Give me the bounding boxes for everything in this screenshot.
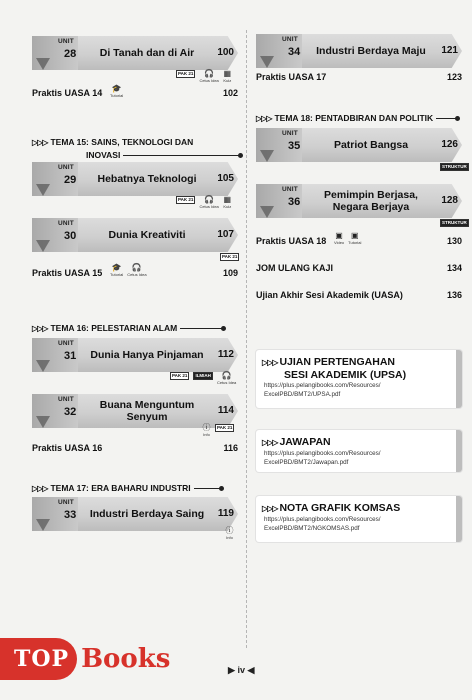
ilmiah-badge: ILMIAH [195,373,211,378]
row-label: Praktis UASA 16 [32,443,103,453]
unit-label: UNIT [58,396,74,403]
unit-35-icons [440,163,469,171]
unit-label: UNIT [58,340,74,347]
unit-36-icons [440,219,469,227]
column-divider [246,30,247,648]
unit-label: UNIT [282,130,298,137]
pak21-badge: PAK 21 [178,71,194,76]
unit-30-icons [220,253,239,261]
unit-title: Industri Berdaya Saing [89,508,205,520]
pak21-badge: PAK 21 [222,254,238,259]
unit-29-icons [176,196,232,209]
row-page: 130 [446,236,462,246]
tema-18-heading: ▷▷▷ TEMA 18: PENTADBIRAN DAN POLITIK [256,112,466,125]
video-icon: ▣ Video [334,231,345,245]
row-page: 102 [222,88,238,98]
unit-page: 121 [441,45,458,56]
unit-title: Buana Menguntum Senyum [99,399,195,423]
cetus-idea-icon: 🎧 Cetus Idea [127,263,147,277]
unit-title: Hebatnya Teknologi [97,173,197,185]
unit-31-banner[interactable] [32,338,238,372]
tutorial-icon: ▣ Tutorial [348,231,362,245]
resource-link[interactable]: https://plus.pelangibooks.com/Resources/ ExcelPBD/BMT2/NGKOMSAS.pdf [264,516,381,532]
tutorial-icon: 🎓 Tutorial [110,84,124,98]
info-icon: ⓘ Info [225,526,234,540]
row-label: Ujian Akhir Sesi Akademik (UASA) [256,290,403,300]
unit-31-icons [170,372,236,385]
resource-link[interactable]: https://plus.pelangibooks.com/Resources/ ExcelPBD/BMT2/Jawapan.pdf [264,450,381,466]
unit-30-banner[interactable] [32,218,238,252]
unit-label: UNIT [58,164,74,171]
row-page: 136 [446,290,462,300]
unit-page: 112 [217,349,234,360]
resource-title: ▷▷▷ UJIAN PERTENGAHAN SESI AKADEMIK (UPSA) [262,356,407,381]
unit-36-banner[interactable] [256,184,462,218]
tema-16-heading: ▷▷▷ TEMA 16: PELESTARIAN ALAM [32,322,242,335]
unit-title: Patriot Bangsa [333,139,409,151]
resource-title: ▷▷▷ NOTA GRAFIK KOMSAS [262,502,401,514]
unit-page: 128 [441,195,458,206]
praktis-18-icons [334,232,361,245]
kuiz-icon: ▦ Kuiz [223,195,232,209]
row-label: Praktis UASA 14 [32,88,103,98]
unit-number: 36 [288,196,301,208]
pak21-badge: PAK 21 [178,197,194,202]
unit-number: 34 [288,46,301,58]
unit-title: Di Tanah dan di Air [99,47,195,59]
row-label: Praktis UASA 18 [256,236,327,246]
unit-label: UNIT [282,36,298,43]
unit-page: 107 [217,229,234,240]
tema-rule [180,328,224,329]
jom-ulang-kaji-row[interactable] [256,263,462,273]
nota-grafik-komsas-resource-box[interactable] [256,496,462,542]
upsa-resource-box[interactable] [256,350,462,408]
unit-33-banner[interactable] [32,497,238,531]
tema-rule [123,155,241,156]
cetus-idea-icon: 🎧 Cetus Idea [216,371,237,385]
unit-35-banner[interactable] [256,128,462,162]
unit-label: UNIT [282,186,298,193]
unit-page: 114 [217,405,234,416]
tema-rule [436,118,458,119]
unit-34-banner[interactable] [256,34,462,68]
unit-title: Dunia Hanya Pinjaman [90,349,204,361]
unit-page: 119 [217,508,234,519]
praktis-14-icons [110,85,123,98]
pak21-badge: PAK 21 [172,373,188,378]
cetus-idea-icon: 🎧 Cetus Idea [199,195,219,209]
praktis-uasa-14-row[interactable] [32,88,238,98]
unit-33-icons [225,527,234,540]
unit-29-banner[interactable] [32,162,238,196]
row-label: Praktis UASA 17 [256,72,327,82]
unit-title: Industri Berdaya Maju [316,45,426,57]
row-page: 123 [446,72,462,82]
page-number: ▶ iv ◀ [228,665,255,675]
unit-page: 100 [217,47,234,58]
unit-number: 33 [64,509,77,521]
praktis-uasa-16-row[interactable] [32,443,238,453]
unit-28-banner[interactable] [32,36,238,70]
uasa-row[interactable] [256,290,462,300]
tema-rule [194,488,222,489]
unit-title: Pemimpin Berjasa, Negara Berjaya [324,189,418,213]
praktis-uasa-17-row[interactable] [256,72,462,82]
unit-28-icons [176,70,232,83]
tema-17-heading: ▷▷▷ TEMA 17: ERA BAHARU INDUSTRI [32,482,242,495]
unit-number: 29 [64,174,77,186]
struktur-badge: STRUKTUR [442,164,467,169]
resource-link[interactable]: https://plus.pelangibooks.com/Resources/ ExcelPBD/BMT2/UPSA.pdf [264,382,381,398]
jawapan-resource-box[interactable] [256,430,462,472]
unit-number: 30 [64,230,77,242]
row-label: Praktis UASA 15 [32,268,103,278]
row-page: 134 [446,263,462,273]
unit-32-icons [202,424,234,437]
cetus-idea-icon: 🎧 Cetus Idea [199,69,219,83]
unit-label: UNIT [58,499,74,506]
row-page: 116 [223,443,238,453]
unit-label: UNIT [58,38,74,45]
unit-page: 126 [441,139,458,150]
praktis-15-icons [110,264,147,277]
unit-number: 35 [288,140,301,152]
struktur-badge: STRUKTUR [442,220,467,225]
unit-page: 105 [217,173,234,184]
unit-number: 32 [64,406,77,418]
triangle-right-icon: ▶ [228,665,235,675]
triangle-left-icon: ◀ [247,665,255,675]
topbooks-logo: TOP Books [0,634,170,684]
pak21-badge: PAK 21 [217,425,233,430]
unit-number: 31 [64,350,77,362]
unit-number: 28 [64,48,77,60]
unit-title: Dunia Kreativiti [108,229,186,241]
row-label: JOM ULANG KAJI [256,263,334,273]
row-page: 109 [222,268,238,278]
tema-15-heading: ▷▷▷ TEMA 15: SAINS, TEKNOLOGI DAN INOVASI [32,136,242,161]
info-icon: ⓘ Info [202,423,211,437]
resource-title: ▷▷▷ JAWAPAN [262,436,331,448]
unit-label: UNIT [58,220,74,227]
kuiz-icon: ▦ Kuiz [223,69,232,83]
tutorial-icon: 🎓 Tutorial [110,263,124,277]
